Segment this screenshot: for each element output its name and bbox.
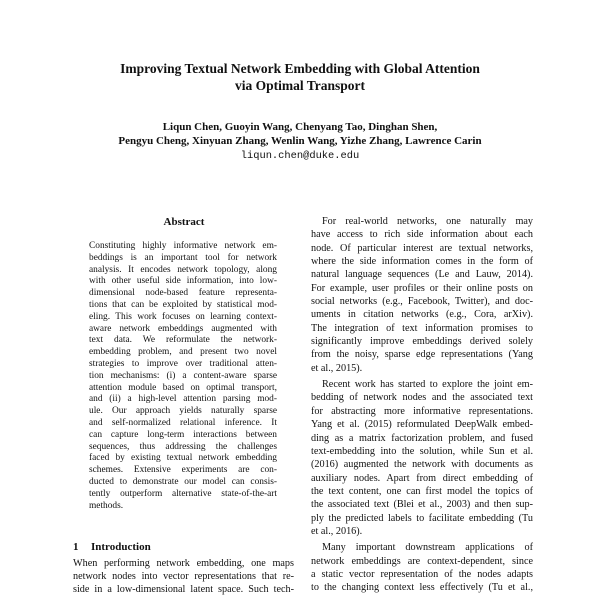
abstract-line: tion mechanisms: (i) a content-aware sparse	[89, 370, 277, 381]
abstract-line: tions that can be exploited by statistical mod-	[89, 299, 277, 310]
authors-line-1: Liqun Chen, Guoyin Wang, Chenyang Tao, Dinghan Shen,	[162, 121, 438, 133]
body-line: (2016) augmented the network with documents as	[311, 459, 533, 471]
body-line: significantly improve embeddings derived solely	[311, 336, 533, 348]
body-line: The integration of text information promises to	[311, 322, 533, 334]
body-line: from the noisy, sparse edge representations (Yang	[311, 349, 533, 361]
abstract-heading: Abstract	[163, 216, 205, 228]
body-line: Many important downstream applications of	[322, 542, 533, 554]
body-line: the text content, one can first model the topics of	[311, 485, 533, 497]
body-line: to the changing context less effectively (Tu et al.,	[311, 582, 533, 594]
body-line: For real-world networks, one naturally may	[322, 216, 533, 227]
abstract-line: dimensional node-based feature representa-	[89, 288, 277, 299]
section-number: 1	[73, 541, 79, 553]
paragraph-1	[311, 215, 533, 375]
abstract-line: and self-normalized relational inference. It	[89, 417, 277, 428]
body-line: natural language sequences (Le and Lauw, 2014).	[311, 269, 533, 281]
abstract-line: text data. We reformulate the network-	[89, 335, 277, 346]
authors-line-2: Pengyu Cheng, Xinyuan Zhang, Wenlin Wang, Yizhe Zhang, Lawrence Carin	[118, 134, 482, 147]
body-line: for abstracting more informative representations.	[311, 405, 533, 417]
abstract-line: strategies to improve over traditional atten-	[89, 358, 277, 369]
section-heading-introduction	[73, 541, 151, 554]
body-line: et al., 2015).	[311, 362, 363, 374]
body-line: network embeddings are context-dependent, since	[311, 555, 533, 567]
body-line: et al., 2016).	[311, 525, 363, 537]
body-line: ply the predicted labels to facilitate embedding (Tu	[311, 512, 533, 524]
title-line-2: via Optimal Transport	[234, 78, 365, 93]
body-line: where the side information comes in the form of	[311, 256, 533, 268]
abstract-line: faced by existing textual network embedding	[89, 453, 277, 464]
abstract-line: eling. This work focuses on learning context-	[89, 311, 277, 322]
abstract-line: beddings is an important tool for network	[89, 252, 277, 263]
body-line: the associated text (Blei et al., 2003) and then sup-	[311, 499, 533, 511]
body-line: Yang et al. (2015) reformulated DeepWalk embed-	[311, 419, 533, 431]
intro-line: network nodes into vector representations that re-	[73, 571, 294, 583]
body-line: ding as a matrix factorization problem, and fused	[311, 432, 533, 444]
abstract-line: embedding problem, and present two novel	[89, 347, 277, 358]
intro-line: side in a low-dimensional latent space. Such tech-	[73, 584, 294, 596]
title-line-1: Improving Textual Network Embedding with Global Attention	[120, 61, 480, 76]
introduction-body	[73, 557, 294, 597]
abstract-line: and (ii) a high-level attention parsing mod-	[89, 394, 277, 405]
right-column-body	[311, 215, 533, 595]
section-title: Introduction	[91, 541, 151, 553]
body-line: Recent work has started to explore the joint em-	[322, 379, 533, 391]
abstract-line: attention module based on optimal transport,	[89, 382, 277, 393]
abstract-line: tently outperform alternative state-of-the-art	[89, 488, 277, 499]
author-list	[60, 121, 540, 148]
intro-line: When performing network embedding, one maps	[73, 558, 294, 569]
body-line: text-embedding into the solution, while Sun et al.	[311, 445, 533, 457]
body-line: uments in citation networks (e.g., Cora, arXiv).	[311, 309, 533, 321]
body-line: For example, user profiles or their online posts on	[311, 282, 533, 294]
abstract-body	[89, 241, 277, 512]
paragraph-3	[311, 541, 533, 594]
abstract-line: with other useful side information, into low-	[89, 276, 277, 287]
body-line: social networks (e.g., Facebook, Twitter), and doc-	[311, 296, 533, 308]
body-line: auxiliary nodes. Apart from direct embedding of	[311, 472, 533, 484]
body-line: have access to rich side information about each	[311, 229, 533, 241]
abstract-line: ducted to demonstrate our model can consis-	[89, 476, 277, 487]
abstract-line: analysis. It encodes network topology, along	[89, 264, 277, 275]
abstract-line: Constituting highly informative network em-	[89, 241, 277, 251]
author-email: liqun.chen@duke.edu	[240, 150, 360, 162]
abstract-line: schemes. Extensive experiments are con-	[89, 465, 277, 476]
abstract-line: can capture long-term interactions between	[89, 429, 277, 440]
abstract-line: sequences, thus addressing the challenges	[89, 441, 277, 452]
body-line: node. Of particular interest are textual networks,	[311, 242, 533, 254]
abstract-line: aware network embeddings augmented with	[89, 323, 277, 334]
abstract-line: methods.	[89, 500, 124, 511]
body-line: bedding of network nodes and the associated text	[311, 392, 533, 404]
body-line: a static vector representation of the nodes adapts	[311, 568, 533, 580]
paragraph-2	[311, 378, 533, 538]
paper-title	[60, 60, 540, 94]
abstract-line: ule. Our approach yields naturally sparse	[89, 406, 277, 417]
